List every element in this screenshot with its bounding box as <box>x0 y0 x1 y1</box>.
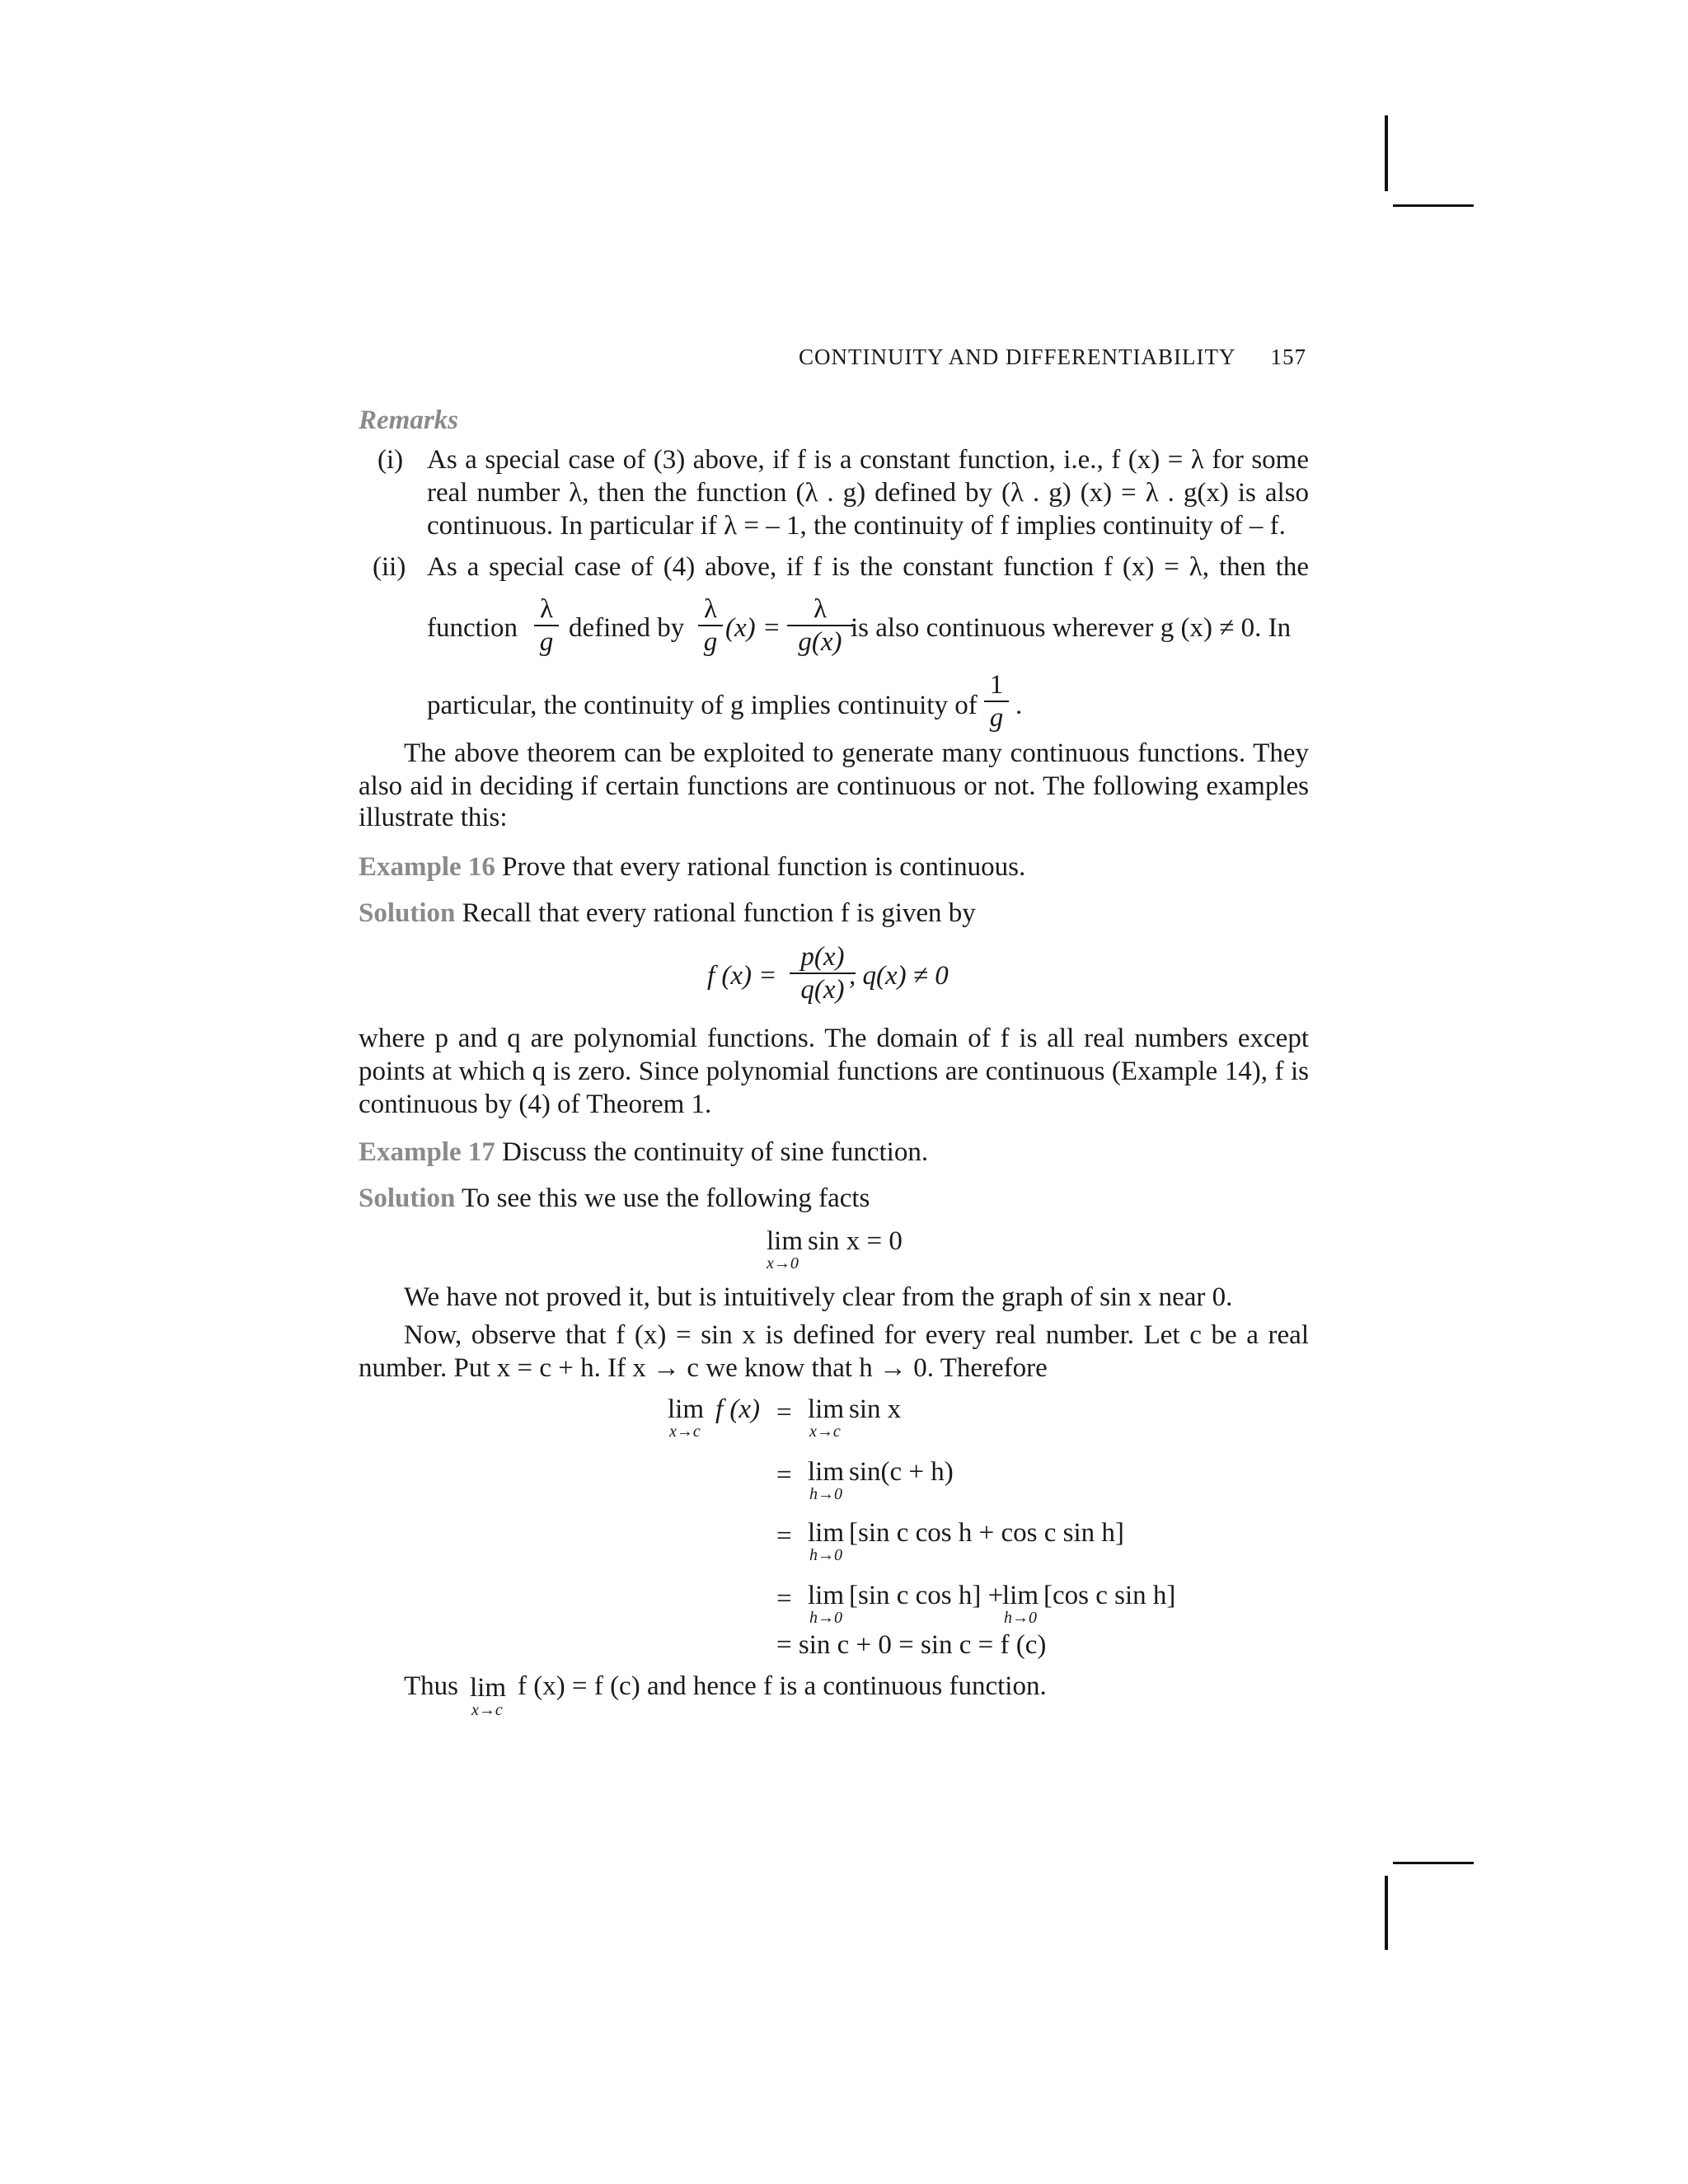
fact-subscript: x→0 <box>767 1254 799 1272</box>
crop-mark-bottom-horizontal <box>1393 1862 1474 1864</box>
fraction-lambda-over-g: $\frac{\lambda}{g}$ <box>534 593 559 658</box>
remark-ii-line-1: As a special case of (4) above, if f is the constant function f (x) = λ, then the <box>427 552 1309 582</box>
deriv-lhs-rest: f (x) <box>715 1394 761 1424</box>
remark-i-marker: (i) <box>377 445 404 475</box>
example-17-label: Example 17 <box>359 1137 495 1167</box>
deriv-r4b-lim: lim <box>1002 1581 1039 1610</box>
solution-label-2: Solution <box>359 1183 456 1213</box>
deriv-r3-rest: [sin c cos h + cos c sin h] <box>849 1518 1124 1548</box>
crop-mark-top-vertical <box>1385 115 1388 191</box>
remark-ii-marker: (ii) <box>373 552 406 582</box>
remark-ii-line-2-tail: is also continuous wherever g (x) ≠ 0. In <box>851 613 1292 643</box>
remark-ii-word-defined-by: defined by <box>569 613 685 643</box>
deriv-r1-rest: sin x <box>849 1394 902 1424</box>
deriv-r3-sub: h→0 <box>809 1546 842 1564</box>
fact-rest: sin x = 0 <box>808 1226 903 1256</box>
remark-ii-line-3-end: . <box>1015 691 1023 720</box>
remark-i-line-2: real number λ, then the function (λ . g) defined by (λ . g) (x) = λ . g(x) is also <box>427 478 1309 508</box>
deriv-r2-sub: h→0 <box>809 1485 842 1503</box>
page-number: 157 <box>1270 344 1306 369</box>
paragraph-1-line-1: The above theorem can be exploited to generate many continuous functions. They <box>404 738 1309 768</box>
deriv-r4-rest: [sin c cos h] + <box>849 1581 1004 1610</box>
conclusion-lim: lim <box>470 1673 507 1703</box>
deriv-eq-2: = <box>776 1460 792 1490</box>
example-17-statement: Example 17 Discuss the continuity of sine function. <box>359 1137 929 1167</box>
example-17-para-line-2: number. Put x = c + h. If x → c we know that h → 0. Therefore <box>359 1353 1048 1383</box>
example-17-para-line-1: Now, observe that f (x) = sin x is defined for every real number. Let c be a real <box>404 1320 1309 1350</box>
remark-ii-arg-x: (x) = <box>725 613 781 643</box>
remark-i-line-3: continuous. In particular if λ = – 1, the continuity of f implies continuity of – f. <box>427 511 1286 541</box>
fraction-one-over-g: $\frac{1}{g}$ <box>984 669 1009 733</box>
deriv-eq-4: = <box>776 1584 792 1614</box>
conclusion-thus: Thus <box>404 1671 458 1701</box>
remark-ii-line-3: particular, the continuity of g implies continuity of <box>427 691 978 720</box>
deriv-r4b-sub: h→0 <box>1004 1609 1037 1627</box>
remark-i-line-1: As a special case of (3) above, if f is a constant function, i.e., f (x) = λ for some <box>427 445 1309 475</box>
paragraph-1-line-2: also aid in deciding if certain functions are continuous or not. The following examples <box>359 771 1309 801</box>
deriv-r1-sub: x→c <box>809 1422 841 1441</box>
example-16-after-line-1: where p and q are polynomial functions. The domain of f is all real numbers except <box>359 1024 1309 1053</box>
example-16-statement: Example 16 Prove that every rational function is continuous. <box>359 852 1026 882</box>
example-16-solution: Solution Recall that every rational function f is given by <box>359 898 976 928</box>
deriv-eq-3: = <box>776 1521 792 1551</box>
fact-lim: lim <box>767 1226 804 1256</box>
running-title: CONTINUITY AND DIFFERENTIABILITY <box>799 344 1236 369</box>
fraction-lambda-over-g-2: $\frac{\lambda}{g}$ <box>698 593 723 658</box>
fraction-p-over-q: $\frac{p(x)}{q(x)}$ <box>790 941 856 1005</box>
remark-ii-word-function: function <box>427 613 518 643</box>
conclusion-rest: f (x) = f (c) and hence f is a continuous function. <box>518 1671 1047 1701</box>
remarks-heading: Remarks <box>359 405 459 435</box>
conclusion-sub: x→c <box>471 1701 503 1719</box>
deriv-r2-rest: sin(c + h) <box>849 1457 954 1487</box>
equation-f-lhs: f (x) = <box>707 961 777 991</box>
solution-label: Solution <box>359 898 456 928</box>
deriv-r4-lim: lim <box>808 1581 845 1610</box>
example-16-after-line-3: continuous by (4) of Theorem 1. <box>359 1090 712 1119</box>
example-17-note: We have not proved it, but is intuitively clear from the graph of sin x near 0. <box>404 1282 1233 1312</box>
deriv-r3-lim: lim <box>808 1518 845 1548</box>
paragraph-1-line-3: illustrate this: <box>359 803 508 832</box>
crop-mark-top-horizontal <box>1393 204 1474 207</box>
equation-condition: , q(x) ≠ 0 <box>849 961 949 991</box>
crop-mark-bottom-vertical <box>1385 1876 1388 1950</box>
deriv-r4b-rest: [cos c sin h] <box>1043 1581 1176 1610</box>
deriv-lhs-lim: lim <box>668 1394 705 1424</box>
example-17-solution: Solution To see this we use the following facts <box>359 1183 870 1213</box>
deriv-eq-1: = <box>776 1398 792 1427</box>
deriv-r5: = sin c + 0 = sin c = f (c) <box>776 1630 1047 1660</box>
deriv-r2-lim: lim <box>808 1457 845 1487</box>
deriv-lhs-sub: x→c <box>669 1422 701 1441</box>
deriv-r1-lim: lim <box>808 1394 845 1424</box>
example-16-after-line-2: points at which q is zero. Since polynomial functions are continuous (Example 14), f is <box>359 1057 1309 1086</box>
example-16-label: Example 16 <box>359 852 495 882</box>
running-header <box>0 344 1306 370</box>
fraction-lambda-over-gx: $\frac{\lambda}{g(x)}$ <box>787 593 853 658</box>
deriv-r4-sub: h→0 <box>809 1609 842 1627</box>
